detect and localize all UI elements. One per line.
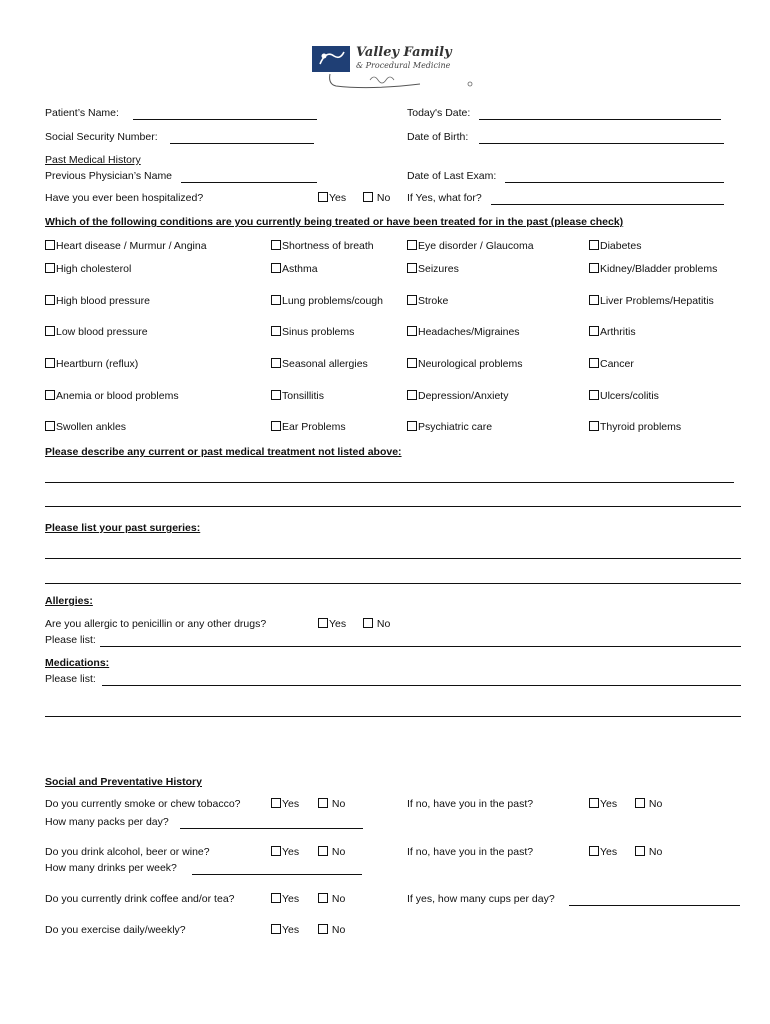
- no-label: No: [331, 846, 346, 858]
- condition-label: Seasonal allergies: [282, 358, 368, 370]
- previous-physician-label: Previous Physician’s Name: [45, 170, 173, 182]
- checkbox-icon[interactable]: [363, 618, 373, 628]
- alcohol-past-yes-option[interactable]: [589, 846, 617, 858]
- condition-label: Tonsillitis: [282, 390, 325, 402]
- alcohol-question: Do you drink alcohol, beer or wine?: [45, 846, 210, 858]
- checkbox-icon[interactable]: [407, 240, 417, 250]
- checkbox-icon[interactable]: [589, 846, 599, 856]
- condition-option[interactable]: [271, 263, 318, 275]
- checkbox-icon[interactable]: [271, 421, 281, 431]
- checkbox-icon[interactable]: [589, 421, 599, 431]
- checkbox-icon[interactable]: [271, 846, 281, 856]
- checkbox-icon[interactable]: [271, 358, 281, 368]
- checkbox-icon[interactable]: [45, 295, 55, 305]
- alcohol-yes-option[interactable]: [271, 846, 299, 858]
- condition-label: Kidney/Bladder problems: [600, 263, 718, 275]
- checkbox-icon[interactable]: [635, 798, 645, 808]
- checkbox-icon[interactable]: [589, 358, 599, 368]
- checkbox-icon[interactable]: [589, 263, 599, 273]
- patient-name-label: Patient’s Name:: [45, 107, 119, 119]
- condition-option[interactable]: [407, 240, 534, 252]
- yes-label: Yes: [329, 618, 347, 630]
- last-exam-field[interactable]: [505, 182, 724, 183]
- if-yes-field[interactable]: [491, 204, 724, 205]
- condition-option[interactable]: [407, 295, 448, 307]
- condition-label: Anemia or blood problems: [56, 390, 179, 402]
- checkbox-icon[interactable]: [589, 240, 599, 250]
- todays-date-field[interactable]: [479, 119, 721, 120]
- condition-label: Asthma: [282, 263, 318, 275]
- other-treatment-line-1[interactable]: [45, 482, 734, 483]
- condition-option[interactable]: [45, 240, 207, 252]
- checkbox-icon[interactable]: [271, 924, 281, 934]
- condition-label: Neurological problems: [418, 358, 523, 370]
- exercise-question: Do you exercise daily/weekly?: [45, 924, 186, 936]
- patient-name-field[interactable]: [133, 119, 317, 120]
- condition-option[interactable]: [407, 358, 522, 370]
- condition-label: High cholesterol: [56, 263, 132, 275]
- condition-option[interactable]: [589, 240, 641, 252]
- checkbox-icon[interactable]: [407, 390, 417, 400]
- medications-heading: Medications:: [45, 657, 110, 669]
- checkbox-icon[interactable]: [589, 326, 599, 336]
- hospitalized-yes-option[interactable]: [318, 192, 346, 204]
- condition-option[interactable]: [45, 390, 179, 402]
- coffee-yes-option[interactable]: [271, 893, 299, 905]
- condition-label: Shortness of breath: [282, 240, 374, 252]
- checkbox-icon[interactable]: [318, 893, 328, 903]
- checkbox-icon[interactable]: [271, 295, 281, 305]
- condition-option[interactable]: [45, 295, 150, 307]
- packs-field[interactable]: [180, 828, 363, 829]
- condition-label: Liver Problems/Hepatitis: [600, 295, 714, 307]
- condition-option[interactable]: [589, 326, 636, 338]
- surgeries-line-2[interactable]: [45, 583, 741, 584]
- yes-label: Yes: [600, 798, 618, 810]
- logo-title: Valley Family: [356, 45, 452, 60]
- ssn-field[interactable]: [170, 143, 314, 144]
- condition-label: Low blood pressure: [56, 326, 148, 338]
- smoke-question: Do you currently smoke or chew tobacco?: [45, 798, 241, 810]
- yes-label: Yes: [329, 192, 347, 204]
- checkbox-icon[interactable]: [271, 390, 281, 400]
- checkbox-icon[interactable]: [318, 798, 328, 808]
- coffee-question: Do you currently drink coffee and/or tea?: [45, 893, 235, 905]
- condition-label: Eye disorder / Glaucoma: [418, 240, 534, 252]
- checkbox-icon[interactable]: [589, 295, 599, 305]
- dob-label: Date of Birth:: [407, 131, 469, 143]
- condition-option[interactable]: [589, 390, 659, 402]
- no-label: No: [331, 798, 346, 810]
- no-label: No: [376, 192, 391, 204]
- condition-option[interactable]: [45, 263, 131, 275]
- condition-option[interactable]: [271, 240, 374, 252]
- checkbox-icon[interactable]: [635, 846, 645, 856]
- yes-label: Yes: [600, 846, 618, 858]
- no-label: No: [331, 924, 346, 936]
- checkbox-icon[interactable]: [271, 240, 281, 250]
- hospitalized-no-option[interactable]: [363, 192, 390, 204]
- no-label: No: [331, 893, 346, 905]
- yes-label: Yes: [282, 924, 300, 936]
- drinks-field[interactable]: [192, 874, 362, 875]
- condition-option[interactable]: [45, 326, 148, 338]
- condition-label: Cancer: [600, 358, 634, 370]
- cups-field[interactable]: [569, 905, 740, 906]
- condition-option[interactable]: [271, 295, 383, 307]
- past-medical-history-title: Past Medical History: [45, 154, 141, 166]
- last-exam-label: Date of Last Exam:: [407, 170, 497, 182]
- checkbox-icon[interactable]: [45, 390, 55, 400]
- condition-label: Seizures: [418, 263, 459, 275]
- checkbox-icon[interactable]: [318, 618, 328, 628]
- condition-option[interactable]: [589, 358, 634, 370]
- condition-option[interactable]: [271, 390, 324, 402]
- checkbox-icon[interactable]: [407, 263, 417, 273]
- allergies-list-label: Please list:: [45, 634, 96, 646]
- medications-list-field[interactable]: [102, 685, 741, 686]
- dob-field[interactable]: [479, 143, 724, 144]
- condition-option[interactable]: [271, 421, 346, 433]
- alcohol-past-no-option[interactable]: [635, 846, 662, 858]
- condition-label: Sinus problems: [282, 326, 355, 338]
- allergies-no-option[interactable]: [363, 618, 390, 630]
- condition-label: Stroke: [418, 295, 449, 307]
- clinic-logo: [310, 44, 480, 92]
- allergies-yes-option[interactable]: [318, 618, 346, 630]
- condition-option[interactable]: [407, 421, 492, 433]
- condition-label: Swollen ankles: [56, 421, 127, 433]
- drinks-question: How many drinks per week?: [45, 862, 177, 874]
- no-label: No: [648, 846, 663, 858]
- exercise-no-option[interactable]: [318, 924, 345, 936]
- logo-subtitle: & Procedural Medicine: [356, 61, 451, 70]
- condition-option[interactable]: [589, 421, 681, 433]
- medications-list-label: Please list:: [45, 673, 96, 685]
- condition-option[interactable]: [407, 263, 459, 275]
- alcohol-past-question: If no, have you in the past?: [407, 846, 534, 858]
- allergies-heading: Allergies:: [45, 595, 93, 607]
- medications-line-2[interactable]: [45, 716, 741, 717]
- condition-label: Headaches/Migraines: [418, 326, 520, 338]
- yes-label: Yes: [282, 893, 300, 905]
- checkbox-icon[interactable]: [407, 326, 417, 336]
- smoke-past-question: If no, have you in the past?: [407, 798, 534, 810]
- other-treatment-line-2[interactable]: [45, 506, 741, 507]
- condition-option[interactable]: [271, 326, 354, 338]
- smoke-no-option[interactable]: [318, 798, 345, 810]
- condition-label: Psychiatric care: [418, 421, 493, 433]
- checkbox-icon[interactable]: [318, 924, 328, 934]
- cups-question: If yes, how many cups per day?: [407, 893, 555, 905]
- condition-option[interactable]: [407, 326, 520, 338]
- checkbox-icon[interactable]: [363, 192, 373, 202]
- conditions-heading: Which of the following conditions are you currently being treated or have been treated for in the past (please check): [45, 216, 624, 228]
- checkbox-icon[interactable]: [45, 358, 55, 368]
- exercise-yes-option[interactable]: [271, 924, 299, 936]
- checkbox-icon[interactable]: [318, 192, 328, 202]
- yes-label: Yes: [282, 846, 300, 858]
- surgeries-heading: Please list your past surgeries:: [45, 522, 201, 534]
- social-history-heading: Social and Preventative History: [45, 776, 202, 788]
- no-label: No: [648, 798, 663, 810]
- checkbox-icon[interactable]: [271, 326, 281, 336]
- yes-label: Yes: [282, 798, 300, 810]
- surgeries-line-1[interactable]: [45, 558, 741, 559]
- smoke-yes-option[interactable]: [271, 798, 299, 810]
- coffee-no-option[interactable]: [318, 893, 345, 905]
- hospitalized-label: Have you ever been hospitalized?: [45, 192, 204, 204]
- checkbox-icon[interactable]: [45, 326, 55, 336]
- condition-label: Thyroid problems: [600, 421, 682, 433]
- smoke-past-yes-option[interactable]: [589, 798, 617, 810]
- checkbox-icon[interactable]: [45, 263, 55, 273]
- condition-option[interactable]: [589, 263, 717, 275]
- if-yes-label: If Yes, what for?: [407, 192, 482, 204]
- condition-label: Heart disease / Murmur / Angina: [56, 240, 207, 252]
- previous-physician-field[interactable]: [181, 182, 317, 183]
- condition-label: High blood pressure: [56, 295, 150, 307]
- checkbox-icon[interactable]: [407, 358, 417, 368]
- condition-option[interactable]: [45, 421, 126, 433]
- other-treatment-heading: Please describe any current or past medical treatment not listed above:: [45, 446, 402, 458]
- condition-label: Arthritis: [600, 326, 636, 338]
- checkbox-icon[interactable]: [407, 421, 417, 431]
- checkbox-icon[interactable]: [271, 798, 281, 808]
- allergies-list-field[interactable]: [100, 646, 741, 647]
- condition-label: Depression/Anxiety: [418, 390, 509, 402]
- condition-option[interactable]: [407, 390, 508, 402]
- smoke-past-no-option[interactable]: [635, 798, 662, 810]
- ssn-label: Social Security Number:: [45, 131, 158, 143]
- packs-question: How many packs per day?: [45, 816, 169, 828]
- condition-label: Lung problems/cough: [282, 295, 383, 307]
- no-label: No: [376, 618, 391, 630]
- condition-label: Diabetes: [600, 240, 642, 252]
- alcohol-no-option[interactable]: [318, 846, 345, 858]
- todays-date-label: Today's Date:: [407, 107, 471, 119]
- condition-label: Ear Problems: [282, 421, 346, 433]
- condition-option[interactable]: [271, 358, 368, 370]
- checkbox-icon[interactable]: [589, 798, 599, 808]
- condition-option[interactable]: [45, 358, 138, 370]
- checkbox-icon[interactable]: [271, 263, 281, 273]
- condition-label: Heartburn (reflux): [56, 358, 139, 370]
- allergies-question: Are you allergic to penicillin or any other drugs?: [45, 618, 267, 630]
- checkbox-icon[interactable]: [45, 421, 55, 431]
- checkbox-icon[interactable]: [45, 240, 55, 250]
- checkbox-icon[interactable]: [407, 295, 417, 305]
- condition-option[interactable]: [589, 295, 714, 307]
- checkbox-icon[interactable]: [318, 846, 328, 856]
- checkbox-icon[interactable]: [271, 893, 281, 903]
- checkbox-icon[interactable]: [589, 390, 599, 400]
- condition-label: Ulcers/colitis: [600, 390, 659, 402]
